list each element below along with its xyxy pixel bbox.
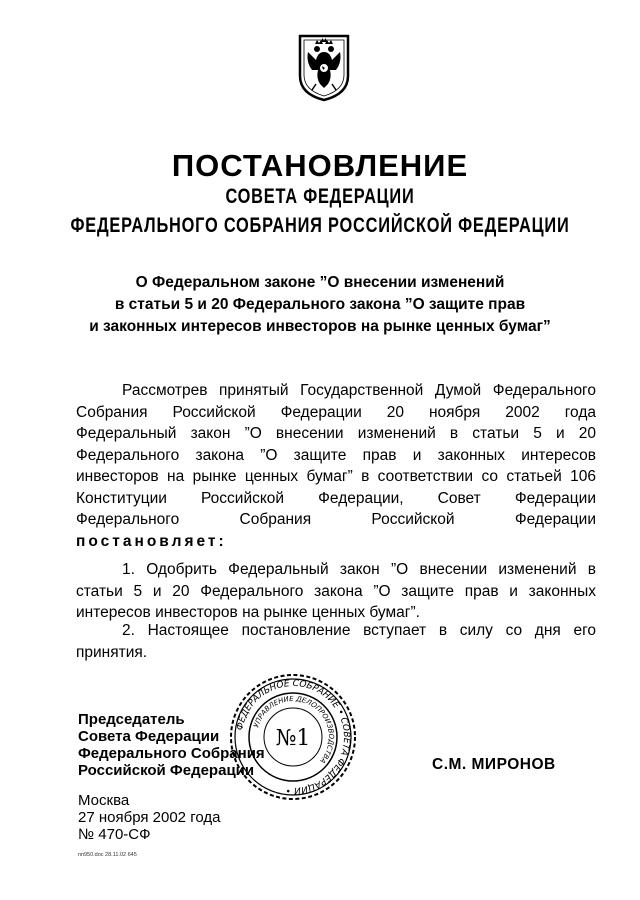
- signatory-line: Совета Федерации: [78, 728, 220, 745]
- subject-line: О Федеральном законе ”О внесении изменений: [135, 274, 505, 291]
- subject-line: в статьи 5 и 20 Федерального закона ”О защите прав: [114, 296, 526, 313]
- clause-line: 1. Одобрить Федеральный закон ”О внесении изменений в: [122, 561, 596, 578]
- stamp-number: №1: [275, 726, 311, 751]
- preamble-line: Конституции Российской Федерации, Совет Федерации: [76, 489, 596, 507]
- coat-of-arms-emblem: [296, 30, 352, 102]
- footer-file-code: пп950.doc 28.11.02 645: [78, 852, 137, 858]
- place-city: Москва: [78, 792, 130, 809]
- clause-line: 2. Настоящее постановление вступает в силу со дня его: [122, 622, 596, 639]
- clause-2: [76, 620, 596, 663]
- signatory-line: Председатель: [78, 711, 185, 728]
- document-subtitle-assembly: ФЕДЕРАЛЬНОГО СОБРАНИЯ РОССИЙСКОЙ ФЕДЕРАЦИИ: [70, 214, 570, 237]
- document-subtitle-council: СОВЕТА ФЕДЕРАЦИИ: [225, 185, 415, 208]
- preamble-line: Федерального закона ”О защите прав и законных интересов: [76, 446, 596, 464]
- stamp-outer-text: ФЕДЕРАЛЬНОЕ СОБРАНИЕ • СОВЕТА ФЕДЕРАЦИИ •: [235, 678, 352, 796]
- clause-line: интересов инвесторов на рынке ценных бумаг”.: [76, 604, 420, 621]
- signatory-line: Федерального Собрания: [78, 745, 265, 762]
- preamble-line: инвесторов на рынке ценных бумаг” в соответствии со статьей 106: [76, 468, 596, 485]
- clause-1: [76, 559, 596, 624]
- resolves-word: постановляет:: [76, 532, 227, 550]
- preamble-paragraph: [76, 380, 596, 552]
- clause-line: принятия.: [76, 643, 148, 661]
- signatory-line: Российской Федерации: [78, 762, 255, 779]
- place-date-number: [78, 792, 220, 843]
- signer-name: С.М. МИРОНОВ: [432, 756, 556, 773]
- clause-line: статьи 5 и 20 Федерального закона ”О защите прав и законных: [76, 582, 596, 600]
- preamble-line: Собрания Российской Федерации 20 ноября 2002 года: [76, 403, 596, 421]
- subject-line: и законных интересов инвесторов на рынке ценных бумаг”: [89, 318, 551, 335]
- document-date: 27 ноября 2002 года: [78, 809, 221, 826]
- stamp-inner-text: УПРАВЛЕНИЕ ДЕЛОПРОИЗВОДСТВА: [252, 694, 336, 765]
- preamble-line: Рассмотрев принятый Государственной Думой Федерального: [122, 382, 596, 399]
- preamble-line: Федеральный закон ”О внесении изменений в статьи 5 и 20: [76, 425, 596, 442]
- preamble-line: Федерального Собрания Российской Федерации: [76, 511, 596, 528]
- document-number: № 470-СФ: [78, 826, 151, 843]
- official-stamp: [228, 672, 358, 802]
- document-title: ПОСТАНОВЛЕНИЕ: [171, 148, 469, 183]
- document-subject: [60, 272, 580, 338]
